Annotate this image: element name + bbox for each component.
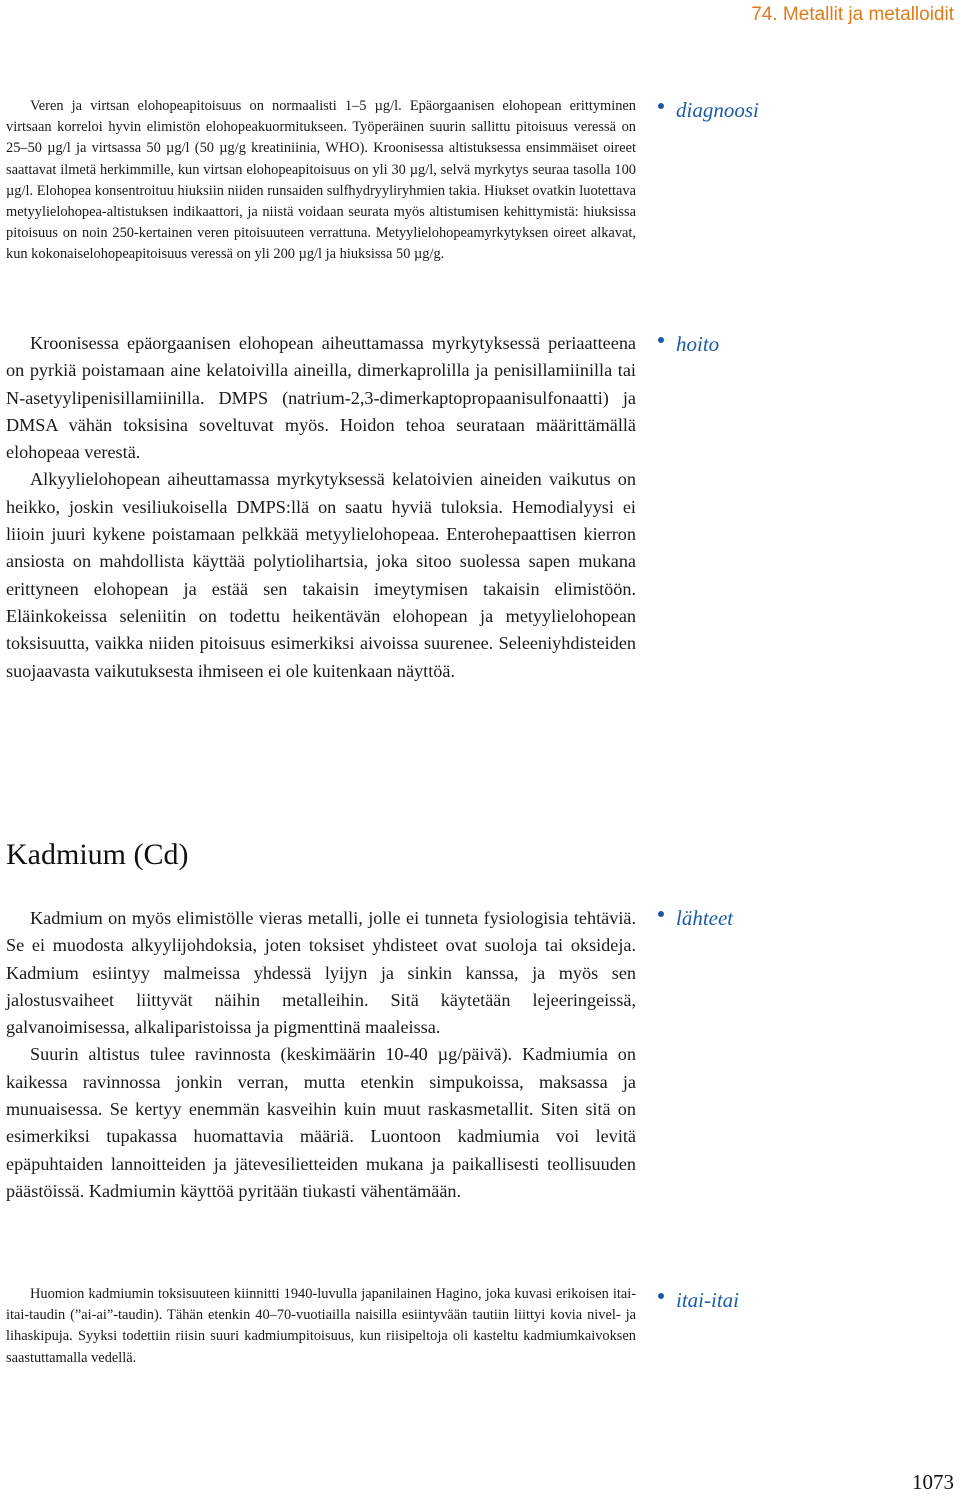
margin-note-label: diagnoosi bbox=[676, 98, 759, 122]
diagnosis-paragraph-block bbox=[6, 96, 636, 266]
sources-paragraph-block bbox=[6, 905, 636, 1205]
treatment-paragraph-block bbox=[6, 330, 636, 685]
margin-note-label: lähteet bbox=[676, 906, 734, 930]
treatment-paragraph-2: Alkyylielohopean aiheuttamassa myrkytyksessä kelatoivien aineiden vaikutus on heikko, joskin vesiliukoisella DMPS:llä on saatu hyviä tuloksia. Hemodialyysi ei liioin juuri kykene poistamaan pelkkää metyylielohopeaa. Enterohepaattisen kierron ansiosta on mahdollista käyttää polytiolihartsia, joka sitoo suolessa sapen mukana erittyneen elohopean ja estää sen takaisin imeytymisen takaisin elimistöön. Eläinkokeissa seleniitin on todettu heikentävän elohopean ja metyylielohopean toksisuutta, vaikka niiden pitoisuus esimerkiksi aivoissa suurenee. Seleeniyhdisteiden suojaavasta vaikutuksesta ihmiseen ei ole kuitenkaan näyttöä. bbox=[6, 469, 636, 681]
sources-paragraph-2: Suurin altistus tulee ravinnosta (keskimäärin 10-40 µg/päivä). Kadmiumia on kaikessa ravinnossa jonkin verran, mutta etenkin simpukoissa, maksassa ja munuaisessa. Se kertyy enemmän kasveihin kuin muut raskasmetallit. Siten sitä on esimerkiksi tupakassa huomattavia määriä. Luontoon kadmiumia voi levitä epäpuhtaiden lannoitteiden ja jätevesilietteiden mukana ja paikallisesti teollisuuden päästöissä. Kadmiumin käyttöä pyritään tiukasti vähentämään. bbox=[6, 1044, 636, 1201]
bullet-icon bbox=[658, 911, 664, 917]
sources-paragraph-1: Kadmium on myös elimistölle vieras metalli, jolle ei tunneta fysiologisia tehtäviä. Se ei muodosta alkyylijohdoksia, joten toksiset yhdisteet ovat suoloja tai oksideja. Kadmium esiintyy malmeissa yhdessä lyijyn ja sinkin kanssa, ja myös sen jalostusvaiheet liittyvät näihin metalleihin. Sitä käytetään lejeeringeissä, galvanoimisessa, alkaliparistoissa ja pigmenttinä maaleissa. bbox=[6, 908, 636, 1038]
itai-itai-paragraph: Huomion kadmiumin toksisuuteen kiinnitti 1940-luvulla japanilainen Hagino, joka kuvasi erikoisen itai-itai-taudin (”ai-ai”-taudin). Tähän etenkin 40–70-vuotiailla naisilla esiintyvään tautiin liittyi kovia nivel- ja lihaskipuja. Syyksi todettiin riisin suuri kadmiumpitoisuus, kun riisipeltoja oli kasteltu kadmiumkaivoksen saastuttamalla vedellä. bbox=[6, 1286, 636, 1366]
margin-note-label: itai-itai bbox=[676, 1288, 739, 1312]
itai-itai-paragraph-block bbox=[6, 1284, 636, 1369]
page-header bbox=[0, 0, 960, 30]
diagnosis-paragraph: Veren ja virtsan elohopeapitoisuus on normaalisti 1–5 µg/l. Epäorgaanisen elohopean erittyminen virtsaan korreloi hyvin elimistön elohopeakuormitukseen. Työperäinen suurin sallittu pitoisuus veressä on 25–50 µg/l ja virtsassa 50 µg/l (50 µg/g kreatiniinia, WHO). Kroonisessa altistuksessa ensimmäiset oireet saattavat ilmetä herkimmille, kun virtsan elohopeapitoisuus on yli 30 µg/l, selvä myrkytys seuraa tasolla 100 µg/l. Elohopea konsentroituu hiuksiin niiden runsaiden sulfhydryyliryhmien takia. Hiukset ovatkin luotettava metyylielohopea-altistuksen indikaattori, ja niistä voidaan seurata myös altistumisen kehittymistä: hiuksissa pitoisuus on noin 250-kertainen veren pitoisuuteen verrattuna. Metyylielohopeamyrkytyksen oireet alkavat, kun kokonaiselohopeapitoisuus veressä on yli 200 µg/l ja hiuksissa 50 µg/g. bbox=[6, 98, 636, 263]
page-number: 1073 bbox=[912, 1470, 954, 1494]
margin-note-lahteet bbox=[658, 906, 733, 931]
bullet-icon bbox=[658, 103, 664, 109]
bullet-icon bbox=[658, 1293, 664, 1299]
margin-note-hoito bbox=[658, 332, 719, 357]
margin-note-diagnoosi bbox=[658, 98, 759, 123]
chapter-title: 74. Metallit ja metalloidit bbox=[751, 4, 954, 25]
section-heading: Kadmium (Cd) bbox=[6, 838, 189, 871]
margin-note-label: hoito bbox=[676, 332, 720, 356]
bullet-icon bbox=[658, 337, 664, 343]
treatment-paragraph-1: Kroonisessa epäorgaanisen elohopean aiheuttamassa myrkytyksessä periaatteena on pyrkiä poistamaan aine kelatoivilla aineilla, dimerkaprolilla ja penisillamiinilla tai N-asetyylipenisillamiinilla. DMPS (natrium-2,3-dimerkaptopropaanisulfonaatti) ja DMSA vähän toksisina soveltuvat myös. Hoidon tehoa seurataan määrittämällä elohopeaa verestä. bbox=[6, 333, 636, 463]
margin-note-itai-itai bbox=[658, 1288, 739, 1313]
